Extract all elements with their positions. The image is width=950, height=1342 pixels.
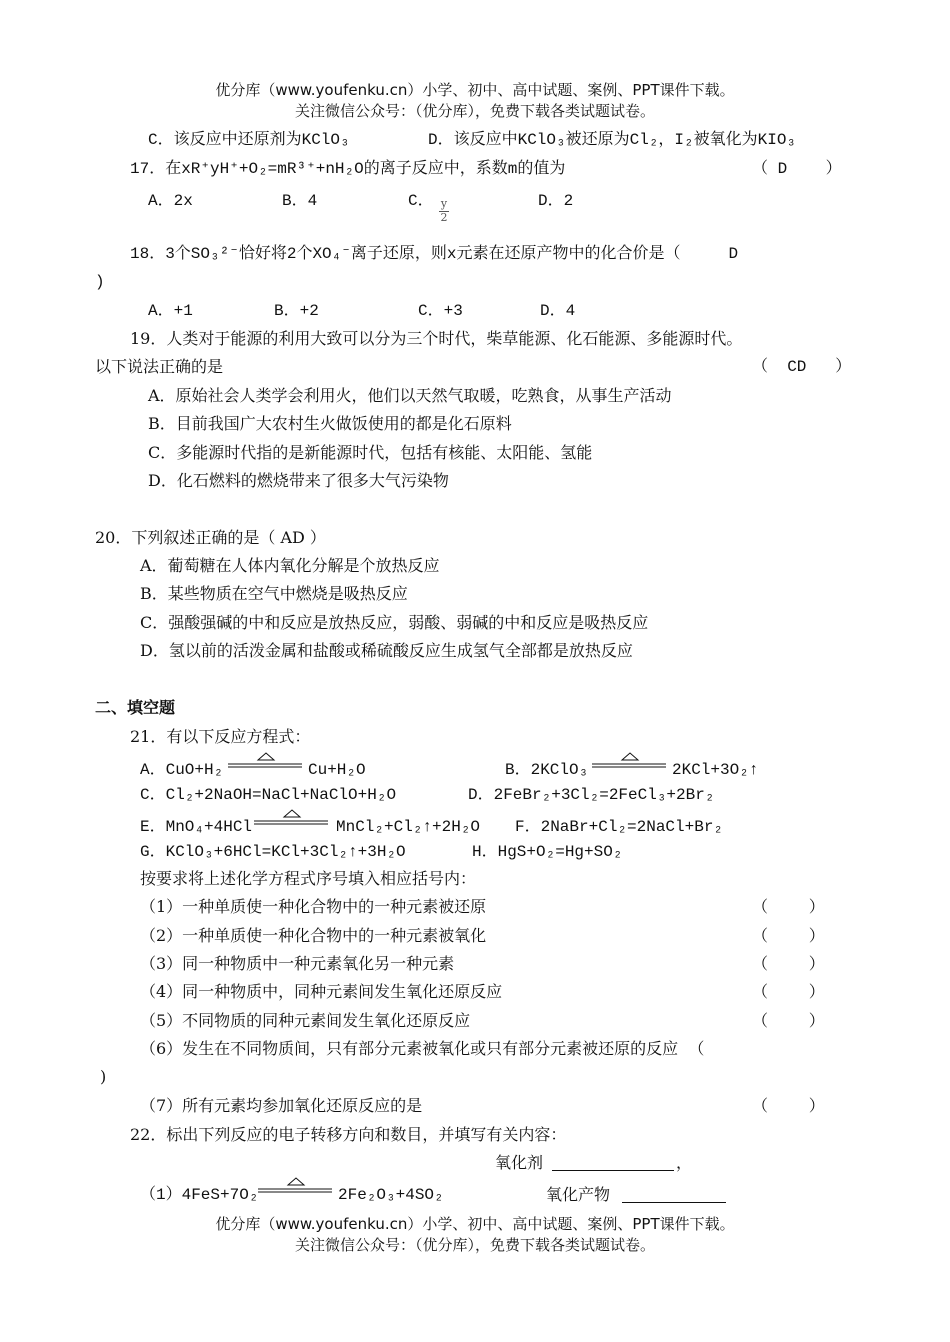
q19-stem-line1: 19．人类对于能源的利用大致可以分为三个时代，柴草能源、化石能源、多能源时代。 [130,329,743,348]
q19-stem-line2: 以下说法正确的是 [95,357,224,376]
q17-answer: （ D ） [752,160,842,178]
q19-answer: （ CD ） [752,358,852,376]
q18-option-c: C．+3 [418,302,463,320]
q17-option-d: D．2 [538,192,574,210]
q21-eq-e-heat-sign [252,807,332,827]
q20-option-d: D．氢以前的活泼金属和盐酸或稀硫酸反应生成氢气全部都是放热反应 [140,641,633,660]
q22-oxidant-blank[interactable] [552,1170,674,1171]
q17-option-c-label: C． [408,192,434,210]
section-title-fill-in: 二、填空题 [95,698,176,717]
q21-eq-a-right: Cu+H₂O [308,761,366,779]
q21-item-1: （1）一种单质使一种化合物中的一种元素被还原 [140,897,487,916]
q20-stem: 20．下列叙述正确的是（ AD ） [95,528,326,547]
q21-item-1-bracket: （ ） [752,897,825,916]
q21-eq-e-left: E．MnO₄+4HCl [140,818,253,836]
q21-item-3-bracket: （ ） [752,954,825,973]
q21-eq-g: G．KClO₃+6HCl=KCl+3Cl₂↑+3H₂O [140,843,406,861]
q21-eq-h: H．HgS+O₂=Hg+SO₂ [472,843,623,861]
q17-option-b: B．4 [282,192,318,210]
q21-stem: 21．有以下反应方程式： [130,727,311,746]
page-footer-line1: 优分库（www.youfenku.cn）小学、初中、高中试题、案例、PPT课件下载。 [215,1215,735,1233]
q21-item-2-bracket: （ ） [752,926,825,945]
q18-stem-continued: ) [95,273,105,291]
q22-oxidation-product-label: 氧化产物 [546,1185,611,1204]
q21-eq-d: D．2FeBr₂+3Cl₂=2FeCl₃+2Br₂ [468,786,715,804]
q20-option-a: A．葡萄糖在人体内氧化分解是个放热反应 [140,556,440,575]
q17-option-a: A．2x [148,192,193,210]
q21-eq-b-right: 2KCl+3O₂↑ [672,761,759,779]
q16-option-c: C．该反应中还原剂为KClO₃ [148,131,350,149]
q20-option-b: B．某些物质在空气中燃烧是吸热反应 [140,584,408,603]
q19-option-c: C．多能源时代指的是新能源时代，包括有核能、太阳能、氢能 [148,443,593,462]
q21-eq-e-right: MnCl₂+Cl₂↑+2H₂O [336,818,481,836]
q21-eq-a-left: A．CuO+H₂ [140,761,224,779]
q21-item-4: （4）同一种物质中，同种元素间发生氧化还原反应 [140,982,503,1001]
q21-instruction: 按要求将上述化学方程式序号填入相应括号内： [140,869,477,888]
page-header-line1: 优分库（www.youfenku.cn）小学、初中、高中试题、案例、PPT课件下载。 [215,81,735,99]
q21-item-2: （2）一种单质使一种化合物中的一种元素被氧化 [140,926,487,945]
q16-option-d: D．该反应中KClO₃被还原为Cl₂，I₂被氧化为KIO₃ [428,131,797,149]
page-header-line2: 关注微信公众号：（优分库），免费下载各类试题试卷。 [294,102,655,120]
q18-option-b: B．+2 [274,302,319,320]
q21-item-4-bracket: （ ） [752,982,825,1001]
q21-eq-a-heat-sign [226,750,306,770]
q17-fraction-numerator: y [440,197,448,210]
q22-oxidant-comma: ， [676,1153,693,1172]
q19-option-d: D．化石燃料的燃烧带来了很多大气污染物 [148,471,449,490]
q21-item-7: （7）所有元素均参加氧化还原反应的是 [140,1096,423,1115]
q17-stem: 17．在xR⁺yH⁺+O₂=mR³⁺+nH₂O的离子反应中，系数m的值为 [130,160,566,178]
q18-option-d: D．4 [540,302,576,320]
q21-item-3: （3）同一种物质中一种元素氧化另一种元素 [140,954,455,973]
q22-oxidation-product-blank[interactable] [622,1202,726,1203]
q21-eq-b-left: B．2KClO₃ [505,761,589,779]
q22-equation-left: （1）4FeS+7O₂ [140,1186,259,1204]
q19-option-b: B．目前我国广大农村生火做饭使用的都是化石原料 [148,414,512,433]
q21-eq-c: C．Cl₂+2NaOH=NaCl+NaClO+H₂O [140,786,397,804]
q21-item-7-bracket: （ ） [752,1096,825,1115]
q22-equation-right: 2Fe₂O₃+4SO₂ [338,1186,444,1204]
page-footer-line2: 关注微信公众号：（优分库），免费下载各类试题试卷。 [294,1236,655,1254]
q17-fraction-denominator: 2 [440,211,448,224]
q21-eq-f: F．2NaBr+Cl₂=2NaCl+Br₂ [515,818,724,836]
q21-eq-b-heat-sign [590,750,670,770]
q18-stem: 18．3个SO₃²⁻恰好将2个XO₄⁻离子还原，则x元素在还原产物中的化合价是（ D [130,245,739,263]
q21-item-6-bracket: ) [100,1067,107,1086]
q18-option-a: A．+1 [148,302,193,320]
q22-equation-heat-sign [256,1175,336,1195]
q22-stem: 22．标出下列反应的电子转移方向和数目，并填写有关内容： [130,1125,567,1144]
q21-item-5-bracket: （ ） [752,1011,825,1030]
q20-option-c: C．强酸强碱的中和反应是放热反应，弱酸、弱碱的中和反应是吸热反应 [140,613,649,632]
q22-oxidant-label: 氧化剂 [495,1153,544,1172]
q21-item-6: （6）发生在不同物质间，只有部分元素被氧化或只有部分元素被还原的反应 （ [140,1039,705,1058]
q19-option-a: A．原始社会人类学会利用火，他们以天然气取暖，吃熟食，从事生产活动 [148,386,672,405]
q21-item-5: （5）不同物质的同种元素间发生氧化还原反应 [140,1011,471,1030]
